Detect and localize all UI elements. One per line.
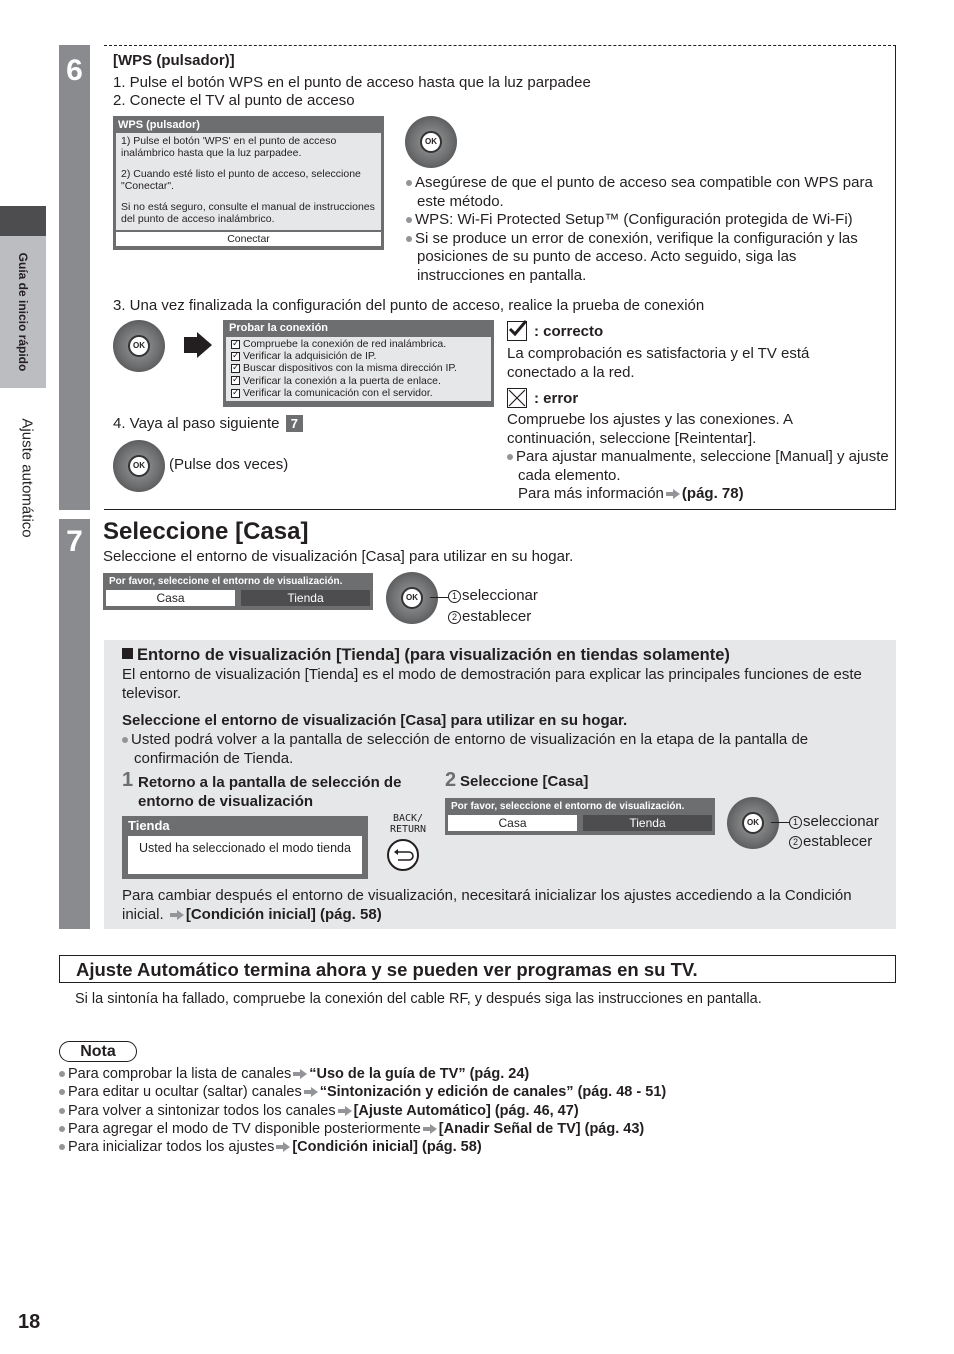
page-number: 18 [18,1311,41,1333]
test-item-1: Compruebe la conexión de red inalámbrica. [243,338,447,350]
sub-step-2-number: 2 [445,769,457,791]
correct-label: : correcto [534,323,604,340]
step-7-number: 7 [66,525,83,558]
option-casa-2[interactable]: Casa [448,815,577,831]
test-item-2: Verificar la adquisición de IP. [243,350,377,363]
test-connection-dialog [223,320,494,407]
connect-button[interactable]: Conectar [116,232,381,246]
more-info-ref[interactable]: (pág. 78) [681,485,744,502]
environment-dialog-2 [445,798,715,835]
tienda-message: Usted ha seleccionado el modo tienda [128,836,362,874]
wps-dialog [113,116,384,250]
environment-dialog-2-title: Por favor, seleccione el entorno de visualización. [451,801,685,812]
nota-item: Para volver a sintonizar todos los canales [Ajuste Automático] (pág. 46, 47) [59,1102,666,1120]
select-label: seleccionar [462,587,538,604]
test-dialog-title: Probar la conexión [229,322,329,334]
remote-ok-icon: OK [113,440,165,492]
remote-ok-icon: OK [386,572,438,624]
side-subsection-label: Ajuste automático [18,418,36,538]
remote-ok-icon: OK [727,797,779,849]
step7-heading: Seleccione [Casa] [103,518,309,545]
side-tab-marker [0,206,46,236]
wps-title: [WPS (pulsador)] [113,52,235,69]
nota-item: Para inicializar todos los ajustes [Condición inicial] (pág. 58) [59,1138,666,1156]
wps-note-1: Asegúrese de que el punto de acceso sea compatible con WPS para este método. [415,174,873,210]
wps-note-2: WPS: Wi-Fi Protected Setup™ (Configuración protegida de Wi-Fi) [415,211,853,228]
nota-list [59,1065,666,1156]
check-icon [231,352,240,361]
wps-note-3: Si se produce un error de conexión, verifique la configuración y las posiciones de su punto de acceso. Acto seguido, siga las instrucciones en pantalla. [415,229,858,284]
error-text: Compruebe los ajustes y las conexiones. A continuación, seleccione [Reintentar]. [507,411,793,447]
step7-subtitle: Seleccione el entorno de visualización [Casa] para utilizar en su hogar. [103,548,574,565]
sub-step-1-number: 1 [122,769,134,791]
error-label: : error [534,390,579,407]
arrow-right-icon [184,337,198,353]
test-item-4: Verificar la conexión a la puerta de enlace. [243,374,441,387]
step-6-number: 6 [66,54,83,87]
tienda-dialog-title: Tienda [128,818,170,833]
back-return-label: BACK/ RETURN [389,813,427,835]
tienda-dialog [122,816,368,879]
shop-note: Usted podrá volver a la pantalla de selección de entorno de visualización en la etapa de la pantalla de confirmación de Tienda. [131,731,809,767]
option-tienda[interactable]: Tienda [241,590,370,606]
shop-text: El entorno de visualización [Tienda] es el modo de demostración para explicar las principales funciones de este televisor. [122,666,862,702]
nota-item: Para editar u ocultar (saltar) canales “Sintonización y edición de canales” (pág. 48 - 51) [59,1083,666,1101]
option-tienda-2[interactable]: Tienda [583,815,712,831]
wps-notes [406,174,886,285]
side-section-label: Guía de inicio rápido [16,252,30,372]
check-icon [231,340,240,349]
arrow-icon [276,1142,290,1152]
square-bullet-icon [122,648,133,659]
option-casa[interactable]: Casa [106,590,235,606]
step6-line4: 4. Vaya al paso siguiente [113,415,280,432]
test-item-3: Buscar dispositivos con la misma dirección IP. [243,362,457,375]
footer-text: Para cambiar después el entorno de visualización, necesitará inicializar los ajustes accediendo a la Condición inicial. [122,887,852,923]
environment-dialog-title: Por favor, seleccione el entorno de visualización. [109,576,343,587]
error-x-icon [507,388,527,408]
wps-dialog-p2: 2) Cuando esté listo el punto de acceso, seleccione "Conectar". [121,168,361,192]
press-twice-text: (Pulse dos veces) [169,456,289,473]
arrow-icon [293,1069,307,1079]
correct-text: La comprobación es satisfactoria y el TV está conectado a la red. [507,345,810,381]
arrow-icon [170,910,184,920]
back-return-button-icon [387,839,419,871]
test-item-5: Verificar la comunicación con el servidor. [243,386,433,399]
remote-ok-icon: OK [113,320,165,372]
error-note: Para ajustar manualmente, seleccione [Manual] y ajuste cada elemento. [516,448,889,484]
check-icon [231,364,240,373]
banner-subtext: Si la sintonía ha fallado, compruebe la conexión del cable RF, y después siga las instrucciones en pantalla. [75,991,762,1007]
nota-label: Nota [59,1041,137,1062]
sub-step-2-text: Seleccione [Casa] [460,773,589,790]
nota-item: Para comprobar la lista de canales “Uso de la guía de TV” (pág. 24) [59,1065,666,1083]
environment-dialog [103,573,373,610]
step6-line1: 1. Pulse el botón WPS en el punto de acceso hasta que la luz parpadee [113,74,591,91]
check-icon [231,389,240,398]
step-6-bar [59,45,90,510]
completion-banner: Ajuste Automático termina ahora y se pueden ver programas en su TV. [59,955,896,983]
correct-check-icon [507,321,527,341]
step-7-badge: 7 [286,415,303,432]
set-label-2: establecer [803,833,873,850]
arrow-icon [304,1087,318,1097]
arrow-icon [338,1106,352,1116]
wps-dialog-title: WPS (pulsador) [118,119,200,131]
remote-ok-icon: OK [405,116,457,168]
wps-dialog-p3: Si no está seguro, consulte el manual de instrucciones del punto de acceso inalámbrico. [121,201,375,225]
sub-step-1-text: Retorno a la pantalla de selección de entorno de visualización [138,774,402,810]
set-label: establecer [462,608,532,625]
step-7-bar [59,519,90,929]
footer-ref[interactable]: [Condición inicial] (pág. 58) [185,905,382,923]
check-icon [231,376,240,385]
step6-line3: 3. Una vez finalizada la configuración del punto de acceso, realice la prueba de conexión [113,297,705,314]
arrow-icon [423,1124,437,1134]
nota-item: Para agregar el modo de TV disponible posteriormente [Anadir Señal de TV] (pág. 43) [59,1120,666,1138]
wps-dialog-p1: 1) Pulse el botón 'WPS' en el punto de acceso inalámbrico hasta que la luz parpadee. [121,135,337,159]
shop-bold: Seleccione el entorno de visualización [Casa] para utilizar en su hogar. [122,712,628,729]
arrow-icon [666,489,680,499]
select-label-2: seleccionar [803,813,879,830]
more-info-label: Para más información [518,485,664,502]
step6-line2: 2. Conecte el TV al punto de acceso [113,92,355,109]
shop-heading: Entorno de visualización [Tienda] (para visualización en tiendas solamente) [137,646,730,664]
